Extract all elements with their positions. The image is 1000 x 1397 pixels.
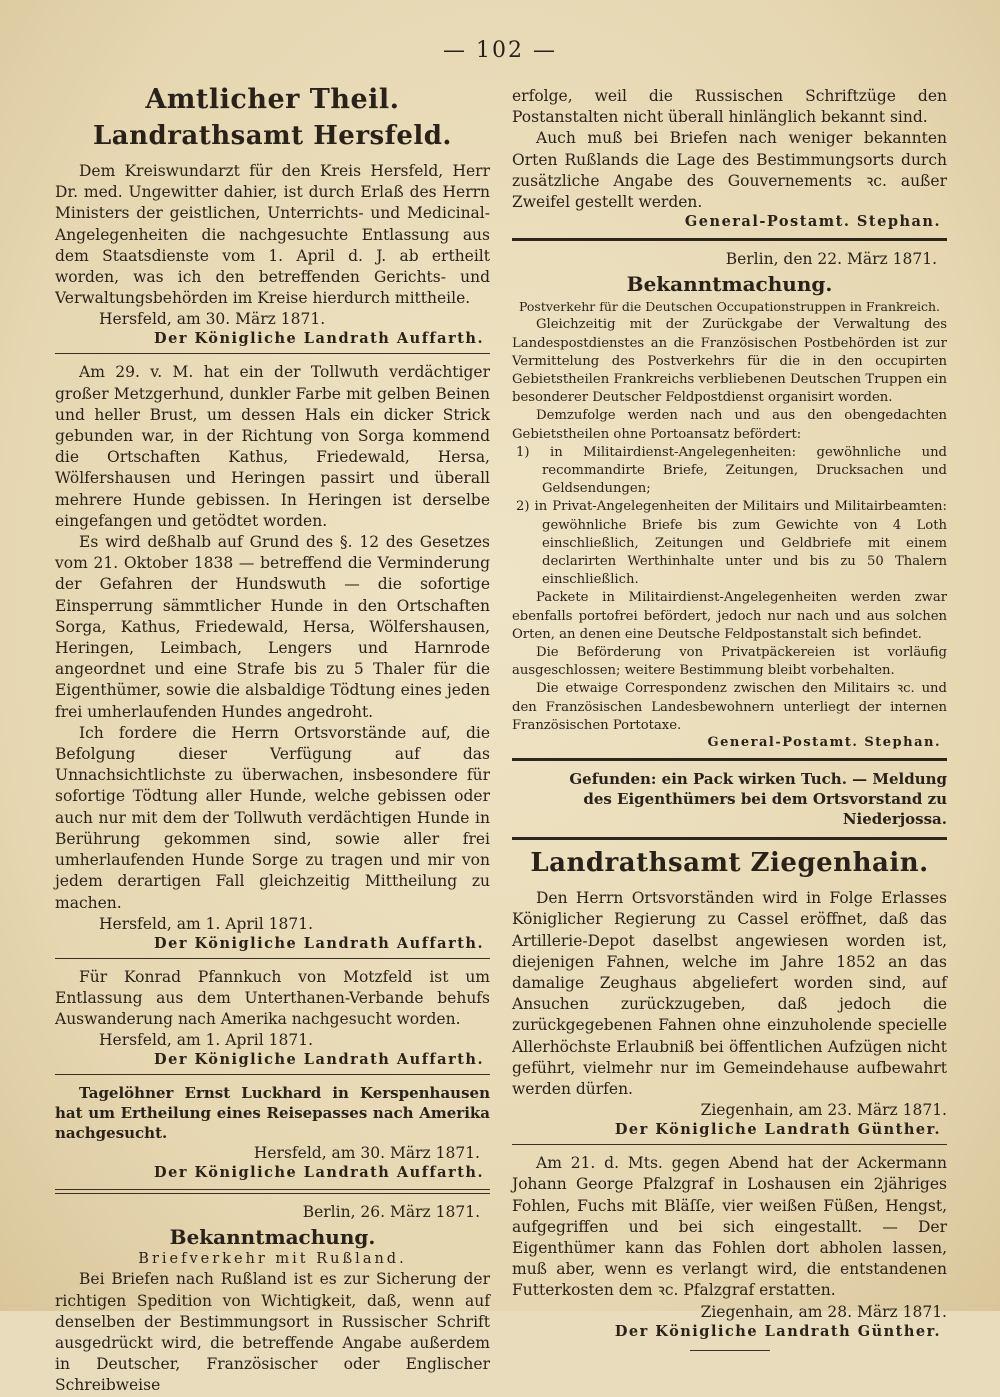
notice-signature: Der Königliche Landrath Günther. (614, 1121, 941, 1139)
notice-heading: Bekanntmachung. (626, 272, 833, 297)
list-item: 2) in Privat-Angelegenheiten der Militairs und Militairbeamten: gewöhnliche Briefe bis zum Gewichte von 4 Loth einschließlich, Zeitungen und Geldbriefe mit einem declarirten Werthinhalte unter und bis zu 50 Thalern einschließlich. (516, 499, 947, 588)
notice-text: Gefunden: ein Pack wirken Tuch. — Meldung des Eigenthümers bei dem Ortsvorstand zu Niederjossa. (569, 770, 947, 829)
notice-text: Am 21. d. Mts. gegen Abend hat der Ackermann Johann George Pfalzgraf in Loshausen ein 2jähriges Fohlen, Fuchs mit Bläſſe, vier weißen Füßen, Hengst, aufgegriffen und bei sich eingestallt. — Der Eigenthümer kann das Fohlen dort abholen lassen, muß aber, wenn es verlangt wird, die entstandenen Futterkosten dem ꝛc. Pfalzgraf erstatten. (512, 1154, 947, 1300)
notice-text: Für Konrad Pfannkuch von Motzfeld ist um Entlassung aus dem Unterthanen-Verbande behufs Auswanderung nach Amerika nachgesucht worden. (55, 967, 490, 1029)
list-item: 1) in Militairdienst-Angelegenheiten: gewöhnliche und recommandirte Briefe, Zeitungen, Drucksachen und Geldsendungen; (516, 444, 947, 497)
divider (55, 1189, 490, 1194)
divider (512, 1144, 947, 1145)
notice-signature: Der Königliche Landrath Günther. (614, 1322, 941, 1340)
notice-text: Die Beförderung von Privatpäckereien ist vorläufig ausgeschlossen; weitere Bestimmung bleibt vorbehalten. (512, 645, 947, 679)
notice-text: Tagelöhner Ernst Luckhard in Kerspenhausen hat um Ertheilung eines Reisepasses nach Amerika nachgesucht. (55, 1084, 490, 1143)
page-number: — 102 — (443, 38, 557, 63)
notice-text: Auch muß bei Briefen nach weniger bekannten Orten Rußlands die Lage des Bestimmungsorts durch zusätzliche Angabe des Gouvernements ꝛc. außer Zweifel gestellt werden. (512, 129, 947, 212)
notice-signature: General-Postamt. Stephan. (707, 735, 941, 751)
notice-date: Hersfeld, am 30. März 1871. (253, 1144, 480, 1163)
office-heading: Landrathsamt Ziegenhain. (530, 848, 929, 879)
divider (512, 758, 947, 761)
notice-dateline: Berlin, 26. März 1871. (302, 1203, 480, 1222)
notice-date: Hersfeld, am 1. April 1871. (99, 914, 314, 933)
divider (512, 238, 947, 241)
divider (512, 837, 947, 840)
divider (55, 1074, 490, 1075)
notice-dateline: Berlin, den 22. März 1871. (725, 250, 937, 269)
notice-text: erfolge, weil die Russischen Schriftzüge den Postanstalten nicht überall hinlänglich bekannt sind. (512, 87, 947, 127)
notice-text: Am 29. v. M. hat ein der Tollwuth verdächtiger großer Metzgerhund, dunkler Farbe mit gelben Beinen und heller Brust, um dessen Hals ein dicker Strick gebunden war, in der Richtung von Sorga kommend die Ortschaften Kathus, Friedewald, Hersa, Wölfershausen und Heringen passirt und überall mehrere Hunde gebissen. In Heringen ist derselbe eingefangen und getödtet worden. (55, 363, 490, 530)
left-column (55, 80, 490, 1397)
divider (55, 958, 490, 959)
notice-date: Hersfeld, am 1. April 1871. (99, 1031, 314, 1050)
notice-subheading: Briefverkehr mit Rußland. (138, 1251, 407, 1268)
notice-text: Dem Kreiswundarzt für den Kreis Hersfeld, Herr Dr. med. Ungewitter dahier, ist durch Erlaß des Herrn Ministers der geistlichen, Unterrichts- und Medicinal-Angelegenheiten die nachgesuchte Entlassung aus dem Staatsdienste vom 1. April d. J. ab ertheilt worden, was ich den betreffenden Gerichts- und Verwaltungsbehörden im Kreise hierdurch mittheile. (55, 162, 490, 308)
notice-date: Ziegenhain, am 23. März 1871. (700, 1101, 947, 1120)
notice-text: Es wird deßhalb auf Grund des §. 12 des Gesetzes vom 21. Oktober 1838 — betreffend die Verminderung der Gefahren der Hundswuth — die sofortige Einsperrung sämmtlicher Hunde in den Ortschaften Sorga, Kathus, Friedewald, Hersa, Wölfershausen, Heringen, Leimbach, Lengers und Harnrode angeordnet und eine Strafe bis zu 5 Thaler für die Eigenthümer, sowie die alsbaldige Tödtung eines jeden frei umherlaufenden Hundes angedroht. (55, 533, 490, 721)
notice-heading: Bekanntmachung. (169, 1225, 376, 1250)
notice-text: Packete in Militairdienst-Angelegenheiten werden zwar ebenfalls portofrei befördert, jedoch nur nach und aus solchen Orten, an denen eine Deutsche Feldpostanstalt sich befindet. (512, 590, 947, 642)
right-column (512, 86, 947, 1351)
notice-text: Ich fordere die Herrn Ortsvorstände auf, die Befolgung dieser Verfügung auf das Unnachsichtlichste zu überwachen, insbesondere für sofortige Tödtung aller Hunde, welche gebissen oder auch nur mit dem der Tollwuth verdächtigen Hunde in Berührung gekommen sind, sowie aller frei umherlaufenden Hunde Sorge zu tragen und mir von jedem derartigen Fall gleichzeitig Mittheilung zu machen. (55, 723, 490, 912)
section-heading: Amtlicher Theil. (145, 84, 400, 115)
notice-signature: General-Postamt. Stephan. (684, 213, 941, 231)
notice-date: Ziegenhain, am 28. März 1871. (700, 1302, 947, 1321)
notice-text: Den Herrn Ortsvorständen wird in Folge Erlasses Königlicher Regierung zu Cassel eröffnet, daß das Artillerie-Depot daselbst angewiesen worden ist, diejenigen Fahnen, welche im Jahre 1852 an das damalige Zeughaus abgeliefert worden sind, auf Ansuchen zurückzugeben, daß jedoch die zurückgegebenen Fahnen ohne einzuholende specielle Allerhöchste Erlaubniß bei öffentlichen Aufzügen nicht geführt, vielmehr nur im Gemeindehause aufbewahrt werden dürfen. (512, 889, 947, 1098)
notice-subheading: Postverkehr für die Deutschen Occupationstruppen in Frankreich. (518, 299, 941, 315)
notice-signature: Der Königliche Landrath Auffarth. (154, 330, 484, 348)
notice-text: Bei Briefen nach Rußland ist es zur Sicherung der richtigen Spedition von Wichtigkeit, daß, wenn auf denselben der Bestimmungsort in Russischer Schrift ausgedrückt wird, die betreffende Angabe außerdem in Deutscher, Französischer oder Englischer Schreibweise (55, 1270, 490, 1395)
notice-signature: Der Königliche Landrath Auffarth. (154, 1164, 484, 1182)
notice-text: Demzufolge werden nach und aus den obengedachten Gebietstheilen ohne Portoansatz befördert: (512, 408, 947, 442)
end-rule (690, 1350, 770, 1351)
notice-signature: Der Königliche Landrath Auffarth. (154, 934, 484, 952)
divider (55, 353, 490, 354)
notice-text: Gleichzeitig mit der Zurückgabe der Verwaltung des Landespostdienstes an die Französischen Postbehörden ist zur Vermittelung des Postverkehrs für die in den occupirten Gebietstheilen Frankreichs verbliebenen Deutschen Truppen ein besonderer Deutscher Feldpostdienst organisirt worden. (512, 317, 947, 406)
notice-text: Die etwaige Correspondenz zwischen den Militairs ꝛc. und den Französischen Landesbewohnern unterliegt der internen Französischen Portotaxe. (512, 681, 947, 733)
notice-date: Hersfeld, am 30. März 1871. (99, 310, 326, 329)
office-heading: Landrathsamt Hersfeld. (92, 121, 452, 151)
notice-signature: Der Königliche Landrath Auffarth. (154, 1051, 484, 1069)
